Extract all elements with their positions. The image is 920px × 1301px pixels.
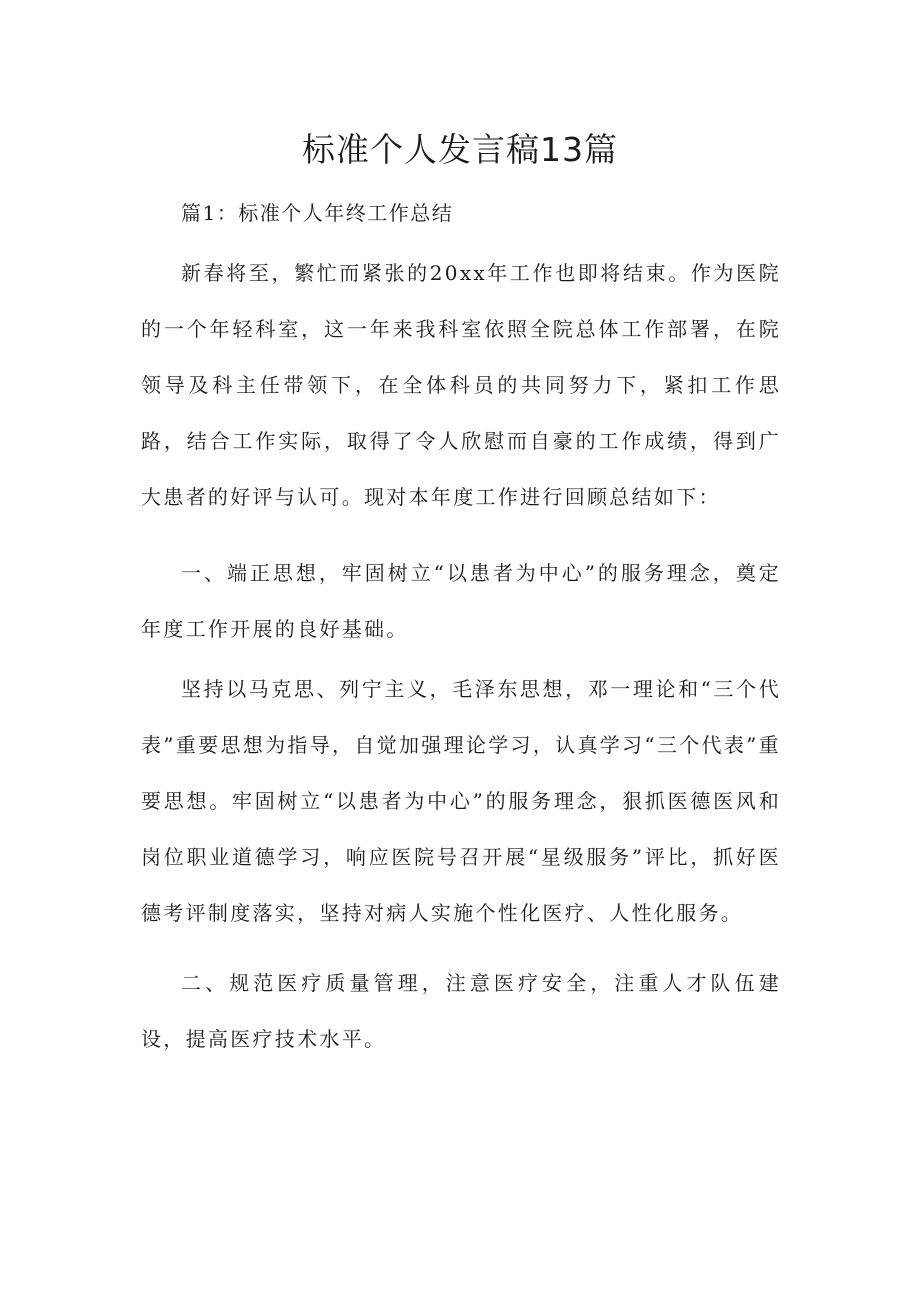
section-heading: 篇1：标准个人年终工作总结	[181, 201, 454, 225]
paragraph-point-one-detail: 坚持以马克思、列宁主义，毛泽东思想，邓一理论和“三个代表”重要思想为指导，自觉加强理论学习，认真学习“三个代表”重要思想。牢固树立“以患者为中心”的服务理念，狠抓医德医风和岗位职业道德学习，响应医院号召开展“星级服务”评比，抓好医德考评制度落实，坚持对病人实施个性化医疗、人性化服务。	[141, 677, 781, 925]
paragraph-intro: 新春将至，繁忙而紧张的20xx年工作也即将结束。作为医院的一个年轻科室，这一年来我科室依照全院总体工作部署，在院领导及科主任带领下，在全体科员的共同努力下，紧扣工作思路，结合工作实际，取得了令人欣慰而自豪的工作成绩，得到广大患者的好评与认可。现对本年度工作进行回顾总结如下：	[141, 261, 781, 509]
paragraph-point-one: 一、端正思想，牢固树立“以患者为中心”的服务理念，奠定年度工作开展的良好基础。	[141, 561, 781, 641]
paragraph-point-two: 二、规范医疗质量管理，注意医疗安全，注重人才队伍建设，提高医疗技术水平。	[141, 971, 781, 1051]
document-title: 标准个人发言稿13篇	[302, 130, 618, 169]
